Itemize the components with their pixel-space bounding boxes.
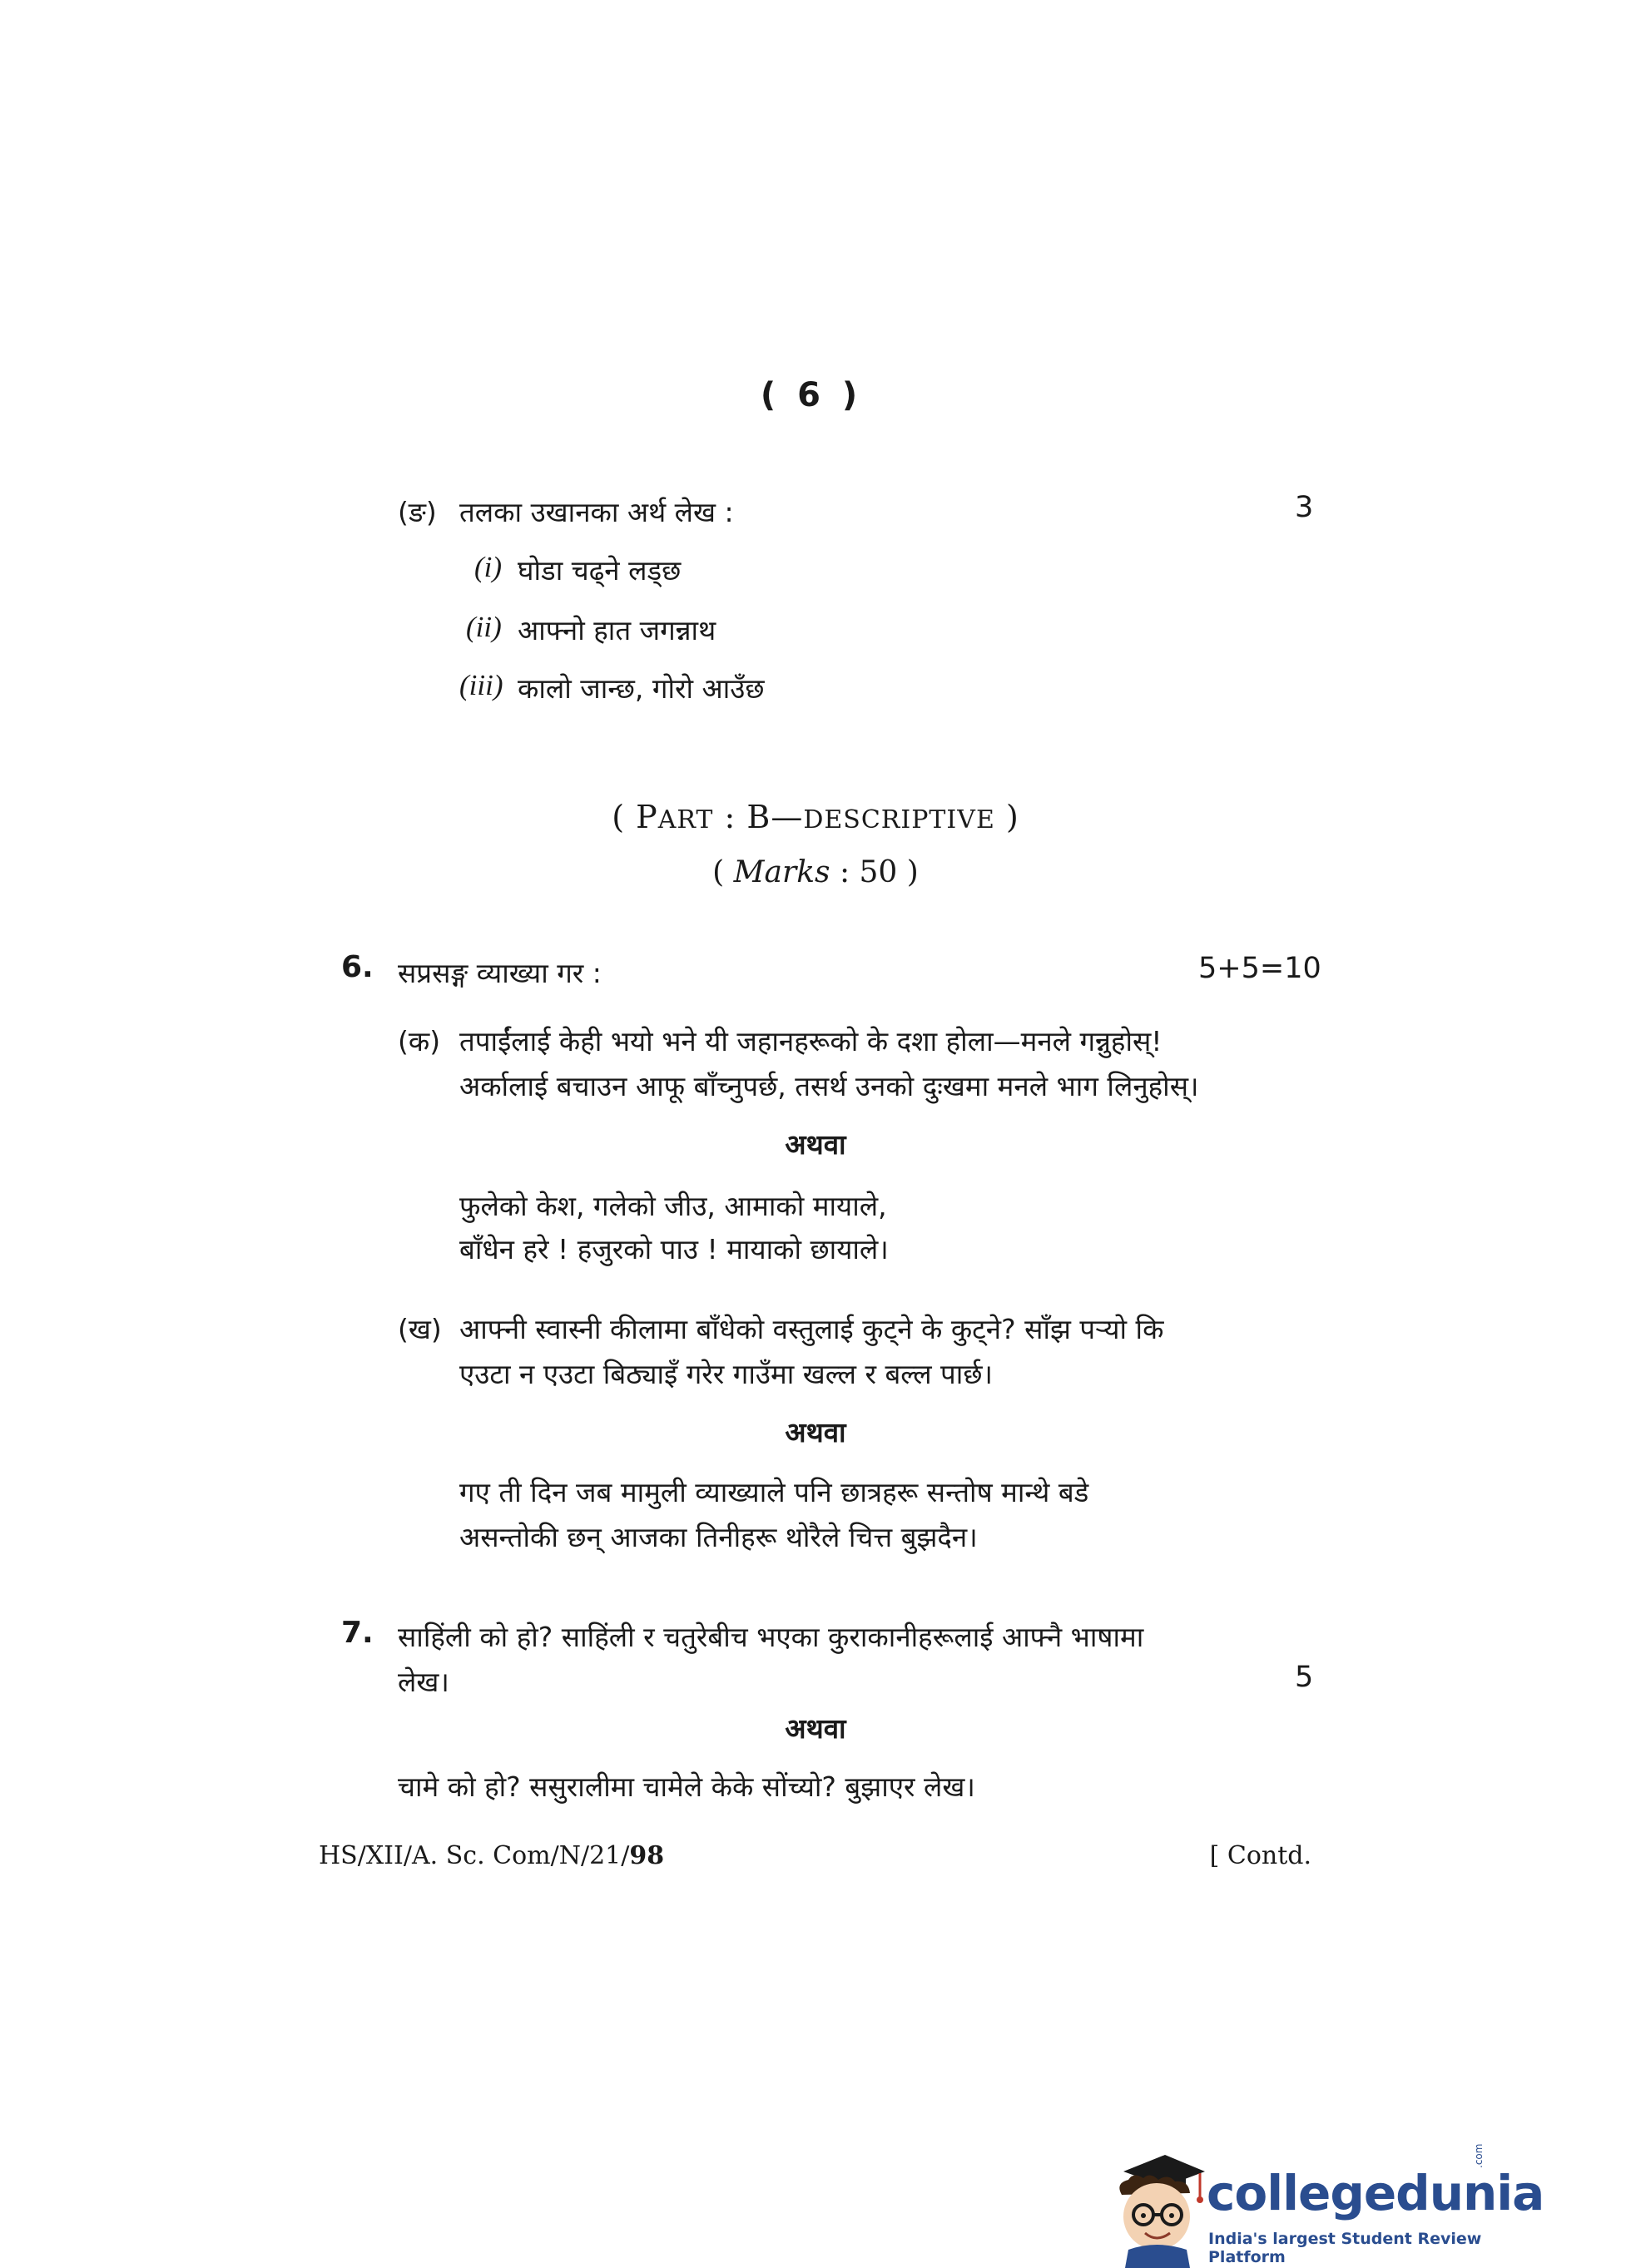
q7-alt: चामे को हो? ससुरालीमा चामेले केके सोंच्यो? बुझाएर लेख। [398,1770,975,1803]
q6-ka-line1: तपाईंलाई केही भयो भने यी जहानहरूको के दशा होला—मनले गन्नुहोस्! [459,1025,1163,1057]
q6-text: सप्रसङ्ग व्याख्या गर : [398,957,602,989]
q5-item-3-num: (iii) [459,669,503,701]
q6-kha-label: (ख) [398,1313,442,1345]
logo-tagline: India's largest Student Review Platform [1208,2230,1482,2266]
q5-item-1-num: (i) [474,551,503,583]
q6-alt1-line2: बाँधेन हरे ! हजुरको पाउ ! मायाको छायाले। [459,1233,889,1265]
q5-nga-text: तलका उखानका अर्थ लेख : [459,496,734,528]
q6-number: 6. [341,950,374,984]
q7-line2: लेख। [398,1666,449,1698]
q5-item-2-text: आफ्नो हात जगन्नाथ [518,614,716,646]
part-b-heading: ( PART : B—DESCRIPTIVE ) [612,799,1019,835]
q6-alt1-line1: फुलेको केश, गलेको जीउ, आमाको मायाले, [459,1190,887,1222]
q6-alt2-line1: गए ती दिन जब मामुली व्याख्याले पनि छात्रहरू सन्तोष मान्थे बडे [459,1476,1089,1508]
q6-marks: 5+5=10 [1198,952,1321,985]
q6-kha-line2: एउटा न एउटा बिठ्याइँ गरेर गाउँमा खल्ल र बल्ल पार्छ। [459,1358,993,1390]
q7-number: 7. [341,1616,374,1650]
q6-ka-line2: अर्कालाई बचाउन आफू बाँच्नुपर्छ, तसर्थ उनको दुःखमा मनले भाग लिनुहोस्। [459,1070,1199,1102]
q6-kha-line1: आफ्नी स्वास्नी कीलामा बाँधेको वस्तुलाई कुट्ने के कुट्ने? साँझ पर्‍यो कि [459,1313,1164,1345]
q6-athawa-1: अथवा [785,1128,846,1161]
q7-athawa: अथवा [785,1712,846,1745]
collegedunia-logo [1107,2143,1544,2268]
q6-ka-label: (क) [398,1025,441,1057]
logo-brand-text: collegedunia [1207,2165,1544,2221]
mascot-icon [1107,2147,1207,2268]
q5-item-1-text: घोडा चढ्ने लड्छ [518,554,682,587]
paper-code: HS/XII/A. Sc. Com/N/21/98 [319,1841,665,1870]
q7-line1: साहिंली को हो? साहिंली र चतुरेबीच भएका कुराकानीहरूलाई आफ्नै भाषामा [398,1621,1144,1653]
contd-label: [ Contd. [1209,1841,1311,1870]
q6-alt2-line2: असन्तोकी छन् आजका तिनीहरू थोरैले चित्त बुझदैन। [459,1521,978,1553]
page-number: ( 6 ) [760,376,863,414]
q6-athawa-2: अथवा [785,1416,846,1448]
q5-nga-label: (ङ) [398,496,437,528]
part-b-marks: ( Marks : 50 ) [712,855,919,889]
logo-dotcom: .com [1473,2143,1485,2168]
q7-marks: 5 [1295,1661,1314,1694]
q5-item-2-num: (ii) [466,611,502,643]
q5-item-3-text: कालो जान्छ, गोरो आउँछ [518,672,765,705]
q5-nga-marks: 3 [1295,491,1314,524]
